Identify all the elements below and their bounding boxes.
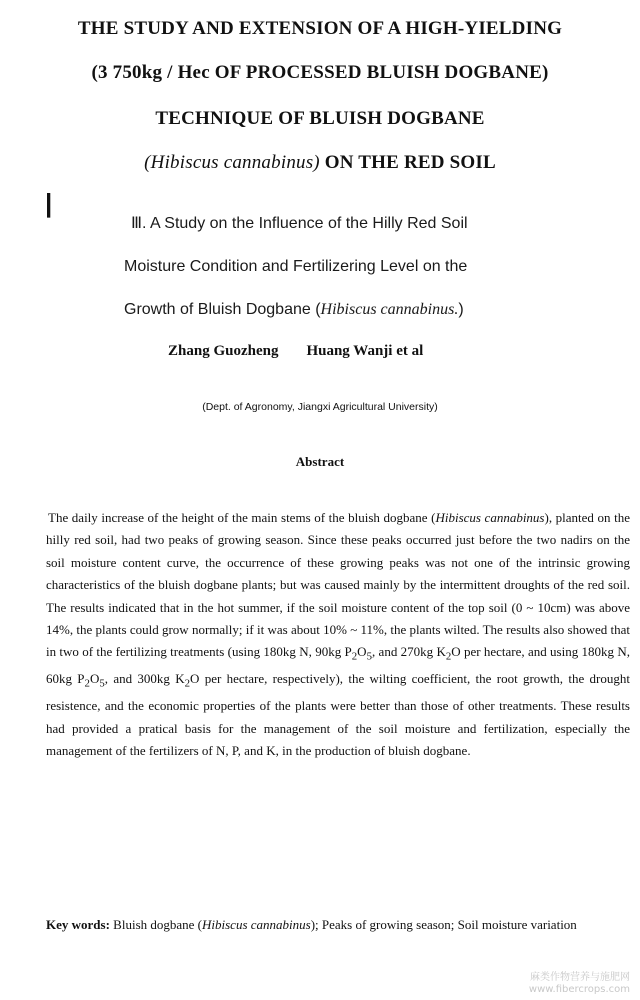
abstract-scientific-name: Hibiscus cannabinus xyxy=(435,510,545,525)
subscript-k2-2: 2 xyxy=(184,678,190,691)
abstract-seg-9: O per hectare, respectively), the wilting coefficient, the root growth, the drought resistence, and the economic properties of the plants were better than those of other treatments. These results had provided a pratical basis for the management of the soil moisture and fertilization, especially the management of the fertilizers of N, P, and K, in the production of bluish dogbane. xyxy=(46,671,630,759)
keywords xyxy=(46,913,630,937)
title-scientific-name: (Hibiscus cannabinus) xyxy=(144,152,320,173)
subscript-o5-1: 5 xyxy=(366,651,372,664)
title-line-4-rest: ON THE RED SOIL xyxy=(324,152,496,173)
subtitle-line-3-prefix: Growth of Bluish Dogbane ( xyxy=(124,301,321,318)
watermark xyxy=(529,972,630,996)
title-line-4 xyxy=(0,152,640,174)
abstract-seg-8: , and 300kg K xyxy=(104,671,185,687)
author-second: Huang Wanji et al xyxy=(306,343,424,359)
keywords-post: ); Peaks of growing season; Soil moisture variation xyxy=(310,917,577,932)
subscript-k2-1: 2 xyxy=(445,651,452,664)
subtitle-line-3 xyxy=(124,301,464,319)
authors xyxy=(168,343,423,360)
keywords-pre: Bluish dogbane ( xyxy=(113,917,202,932)
abstract-seg-7: O xyxy=(89,671,100,687)
affiliation: (Dept. of Agronomy, Jiangxi Agricultural University) xyxy=(202,401,438,413)
abstract-seg-6: O per hectare, and using 180kg N, 60kg P xyxy=(46,644,630,687)
subtitle-line-2: Moisture Condition and Fertilizering Level on the xyxy=(124,258,468,275)
subscript-o5-2: 5 xyxy=(99,678,105,691)
title-line-3: TECHNIQUE OF BLUISH DOGBANE xyxy=(155,108,485,129)
margin-mark: | xyxy=(45,188,53,218)
title-line-2: (3 750kg / Hec OF PROCESSED BLUISH DOGBANE) xyxy=(91,62,549,83)
title-line-1: THE STUDY AND EXTENSION OF A HIGH-YIELDING xyxy=(77,18,563,39)
abstract-heading: Abstract xyxy=(295,454,345,469)
abstract-seg-3: ), planted on the hilly red soil, had two peaks of growing season. Since these peaks occurred just before the two nadirs on the soil moisture content curve, the occurrence of these growing peaks was not one of the intrinsic growing characteristics of the bluish dogbane plants; but was caused mainly by the intermittent droughts of the red soil. The results indicated that in the hot summer, if the soil moisture content of the top soil (0 ~ 10cm) was above 14%, the plants could grow normally; if it was about 10% ~ 11%, the plants wilted. The results also showed that in two of the fertilizing treatments (using 180kg N, 90kg P xyxy=(46,510,630,660)
subtitle-line-3-suffix: ) xyxy=(458,301,464,318)
subscript-p2-2: 2 xyxy=(84,678,90,691)
keywords-label: Key words: xyxy=(46,917,110,932)
subtitle-line-1: Ⅲ. A Study on the Influence of the Hilly Red Soil xyxy=(131,215,468,232)
abstract-body xyxy=(46,507,630,763)
subtitle-scientific-name: Hibiscus cannabinus. xyxy=(320,301,459,318)
abstract-seg-4: O xyxy=(357,644,367,660)
abstract-seg-5: , and 270kg K xyxy=(371,644,446,660)
watermark-line-1: 麻类作物营养与施肥网 xyxy=(530,972,630,983)
abstract-seg-1: The daily increase of the height of the main stems of the bluish dogbane ( xyxy=(48,510,436,525)
watermark-line-2: www.fibercrops.com xyxy=(528,984,630,995)
keywords-scientific-name: Hibiscus cannabinus xyxy=(202,917,311,932)
subscript-p2-1: 2 xyxy=(351,651,358,664)
author-first: Zhang Guozheng xyxy=(168,343,279,359)
